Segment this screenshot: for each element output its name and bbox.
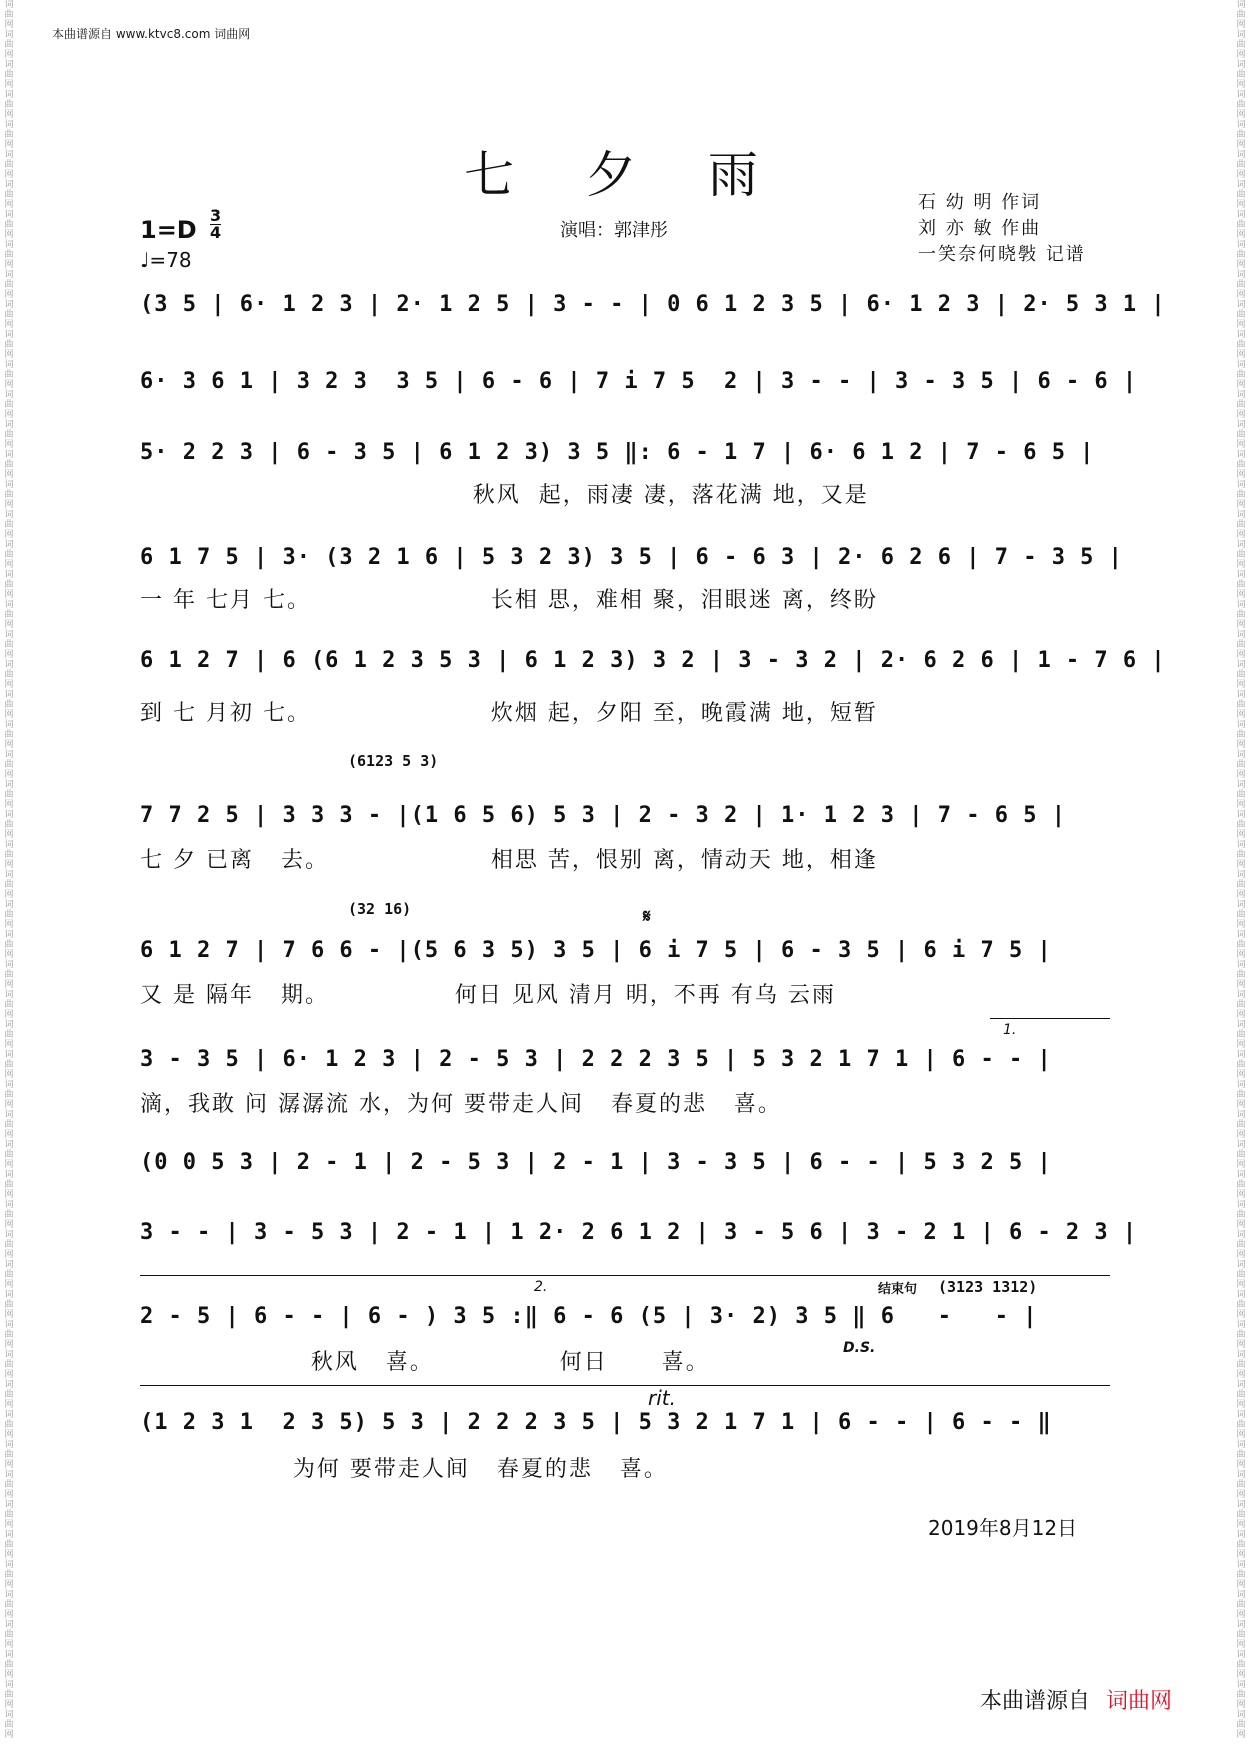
lyric-line: 滴，我敢 问 潺潺流 水，为何 要带走人间 春夏的悲 喜。	[140, 1092, 782, 1117]
notation-line: 3 - - | 3 - 5 3 | 2 - 1 | 1 2· 2 6 1 2 | 3 - 5 6 | 3 - 2 1 | 6 - 2 3 |	[140, 1220, 1138, 1245]
time-signature	[210, 208, 221, 241]
notation-line: 6 1 2 7 | 6 (6 1 2 3 5 3 | 6 1 2 3) 3 2 | 3 - 3 2 | 2· 6 2 6 | 1 - 7 6 |	[140, 648, 1166, 673]
score-row	[140, 440, 1110, 480]
section-rule	[140, 1275, 1110, 1276]
lyric-line: 一 年 七月 七。 长相 思，难相 聚，泪眼迷 离，终盼	[140, 588, 878, 613]
grace-note-group: (32 16)	[348, 900, 412, 918]
notation-line: 6 1 7 5 | 3· (3 2 1 6 | 5 3 2 3) 3 5 | 6 - 6 3 | 2· 6 2 6 | 7 - 3 5 |	[140, 545, 1123, 570]
volta-2-label: 2.	[534, 1279, 548, 1295]
key-signature: 1=D	[140, 216, 197, 244]
lyric-line: 为何 要带走人间 春夏的悲 喜。	[140, 1457, 668, 1482]
score-row	[140, 1150, 1110, 1190]
footer-site-link[interactable]: 词曲网	[1106, 1689, 1173, 1714]
score-row	[140, 1220, 1138, 1260]
ending-grace-notes: (3123 1312)	[938, 1278, 1038, 1296]
lyric-line: 七 夕 已离 去。 相思 苦，恨别 离，情动天 地，相逢	[140, 848, 878, 873]
notation-line: 3 - 3 5 | 6· 1 2 3 | 2 - 5 3 | 2 2 2 3 5 | 5 3 2 1 7 1 | 6 - - |	[140, 1047, 1052, 1072]
notation-line: 5· 2 2 3 | 6 - 3 5 | 6 1 2 3) 3 5 ‖: 6 - 1 7 | 6· 6 1 2 | 7 - 6 5 |	[140, 440, 1095, 465]
ritardando-marking: rit.	[648, 1386, 676, 1410]
notation-line: 6 1 2 7 | 7 6 6 - |(5 6 3 5) 3 5 | 6 i 7 5 | 6 - 3 5 | 6 i 7 5 |	[140, 938, 1052, 963]
lyric-line: 秋风 起，雨凄 凄，落花满 地，又是	[140, 483, 869, 508]
score-row	[140, 1304, 1110, 1344]
lyricist-credit: 石 幼 明 作词	[918, 192, 1042, 213]
source-header: 本曲谱源自 www.ktvc8.com 词曲网	[52, 27, 251, 41]
notation-line: (3 5 | 6· 1 2 3 | 2· 1 2 5 | 3 - - | 0 6 1 2 3 5 | 6· 1 2 3 | 2· 5 3 1 |	[140, 292, 1166, 317]
score-row	[140, 545, 1123, 585]
credits-block	[918, 190, 1086, 268]
tempo-marking: ♩=78	[140, 248, 192, 272]
grace-note-group: (6123 5 3)	[348, 752, 439, 770]
time-sig-bottom: 4	[210, 223, 222, 242]
score-row	[140, 1410, 1110, 1450]
singer-credit: 演唱：郭津彤	[560, 220, 668, 241]
score-row	[140, 803, 1110, 843]
footer-source-text: 本曲谱源自	[980, 1689, 1091, 1714]
lyric-line: 到 七 月初 七。 炊烟 起，夕阳 至，晚霞满 地，短暂	[140, 701, 878, 726]
section-rule	[140, 1385, 1110, 1386]
song-title: 七 夕 雨	[464, 146, 786, 204]
lyric-line: 又 是 隔年 期。 何日 见风 清月 明，不再 有乌 云雨	[140, 983, 836, 1008]
score-row	[140, 938, 1110, 978]
score-row	[140, 292, 1166, 332]
volta-1-label: 1.	[1003, 1022, 1017, 1038]
score-row	[140, 648, 1166, 688]
footer-source	[980, 1684, 1172, 1715]
ds-marking: D.S.	[843, 1340, 876, 1356]
notation-line: 6· 3 6 1 | 3 2 3 3 5 | 6 - 6 | 7 i 7 5 2 | 3 - - | 3 - 3 5 | 6 - 6 |	[140, 369, 1138, 394]
composer-credit: 刘 亦 敏 作曲	[918, 218, 1042, 239]
notation-line: (0 0 5 3 | 2 - 1 | 2 - 5 3 | 2 - 1 | 3 - 3 5 | 6 - - | 5 3 2 5 |	[140, 1150, 1052, 1175]
score-row	[140, 1047, 1110, 1087]
lyric-line: 秋风 喜。 何日 喜。	[140, 1350, 710, 1375]
ending-label: 结束句	[878, 1282, 918, 1297]
notation-line: (1 2 3 1 2 3 5) 5 3 | 2 2 2 3 5 | 5 3 2 1 7 1 | 6 - - | 6 - - ‖	[140, 1410, 1052, 1435]
score-row	[140, 369, 1138, 409]
transcription-date: 2019年8月12日	[928, 1516, 1078, 1540]
left-watermark-strip: 词曲网词曲网词曲网词曲网词曲网词曲网词曲网词曲网词曲网词曲网词曲网词曲网词曲网词曲网词曲网词曲网词曲网词曲网词曲网词曲网词曲网词曲网词曲网词曲网词曲网词曲网词曲网词曲网词曲网词曲网词曲网词曲网词曲网词曲网词曲网词曲网词曲网词曲网词曲网词曲网词曲网词曲网词曲网词曲网词曲网词曲网词曲网词曲网词曲网词曲网词曲网词曲网词曲网词曲网词曲网词曲网词曲网词曲网	[4, 0, 14, 1740]
notation-line: 2 - 5 | 6 - - | 6 - ) 3 5 :‖ 6 - 6 (5 | 3· 2) 3 5 ‖ 6 - - |	[140, 1304, 1038, 1329]
notation-line: 7 7 2 5 | 3 3 3 - |(1 6 5 6) 5 3 | 2 - 3 2 | 1· 1 2 3 | 7 - 6 5 |	[140, 803, 1066, 828]
transcriber-credit: 一笑奈何晓斅 记谱	[918, 244, 1086, 265]
volta-bracket	[990, 1018, 1110, 1019]
segno-sign: 𝄋	[643, 906, 651, 927]
time-sig-top: 3	[210, 206, 222, 225]
right-watermark-strip: 词曲网词曲网词曲网词曲网词曲网词曲网词曲网词曲网词曲网词曲网词曲网词曲网词曲网词曲网词曲网词曲网词曲网词曲网词曲网词曲网词曲网词曲网词曲网词曲网词曲网词曲网词曲网词曲网词曲网词曲网词曲网词曲网词曲网词曲网词曲网词曲网词曲网词曲网词曲网词曲网词曲网词曲网词曲网词曲网词曲网词曲网词曲网词曲网词曲网词曲网词曲网词曲网词曲网词曲网词曲网词曲网词曲网词曲网	[1236, 0, 1246, 1740]
